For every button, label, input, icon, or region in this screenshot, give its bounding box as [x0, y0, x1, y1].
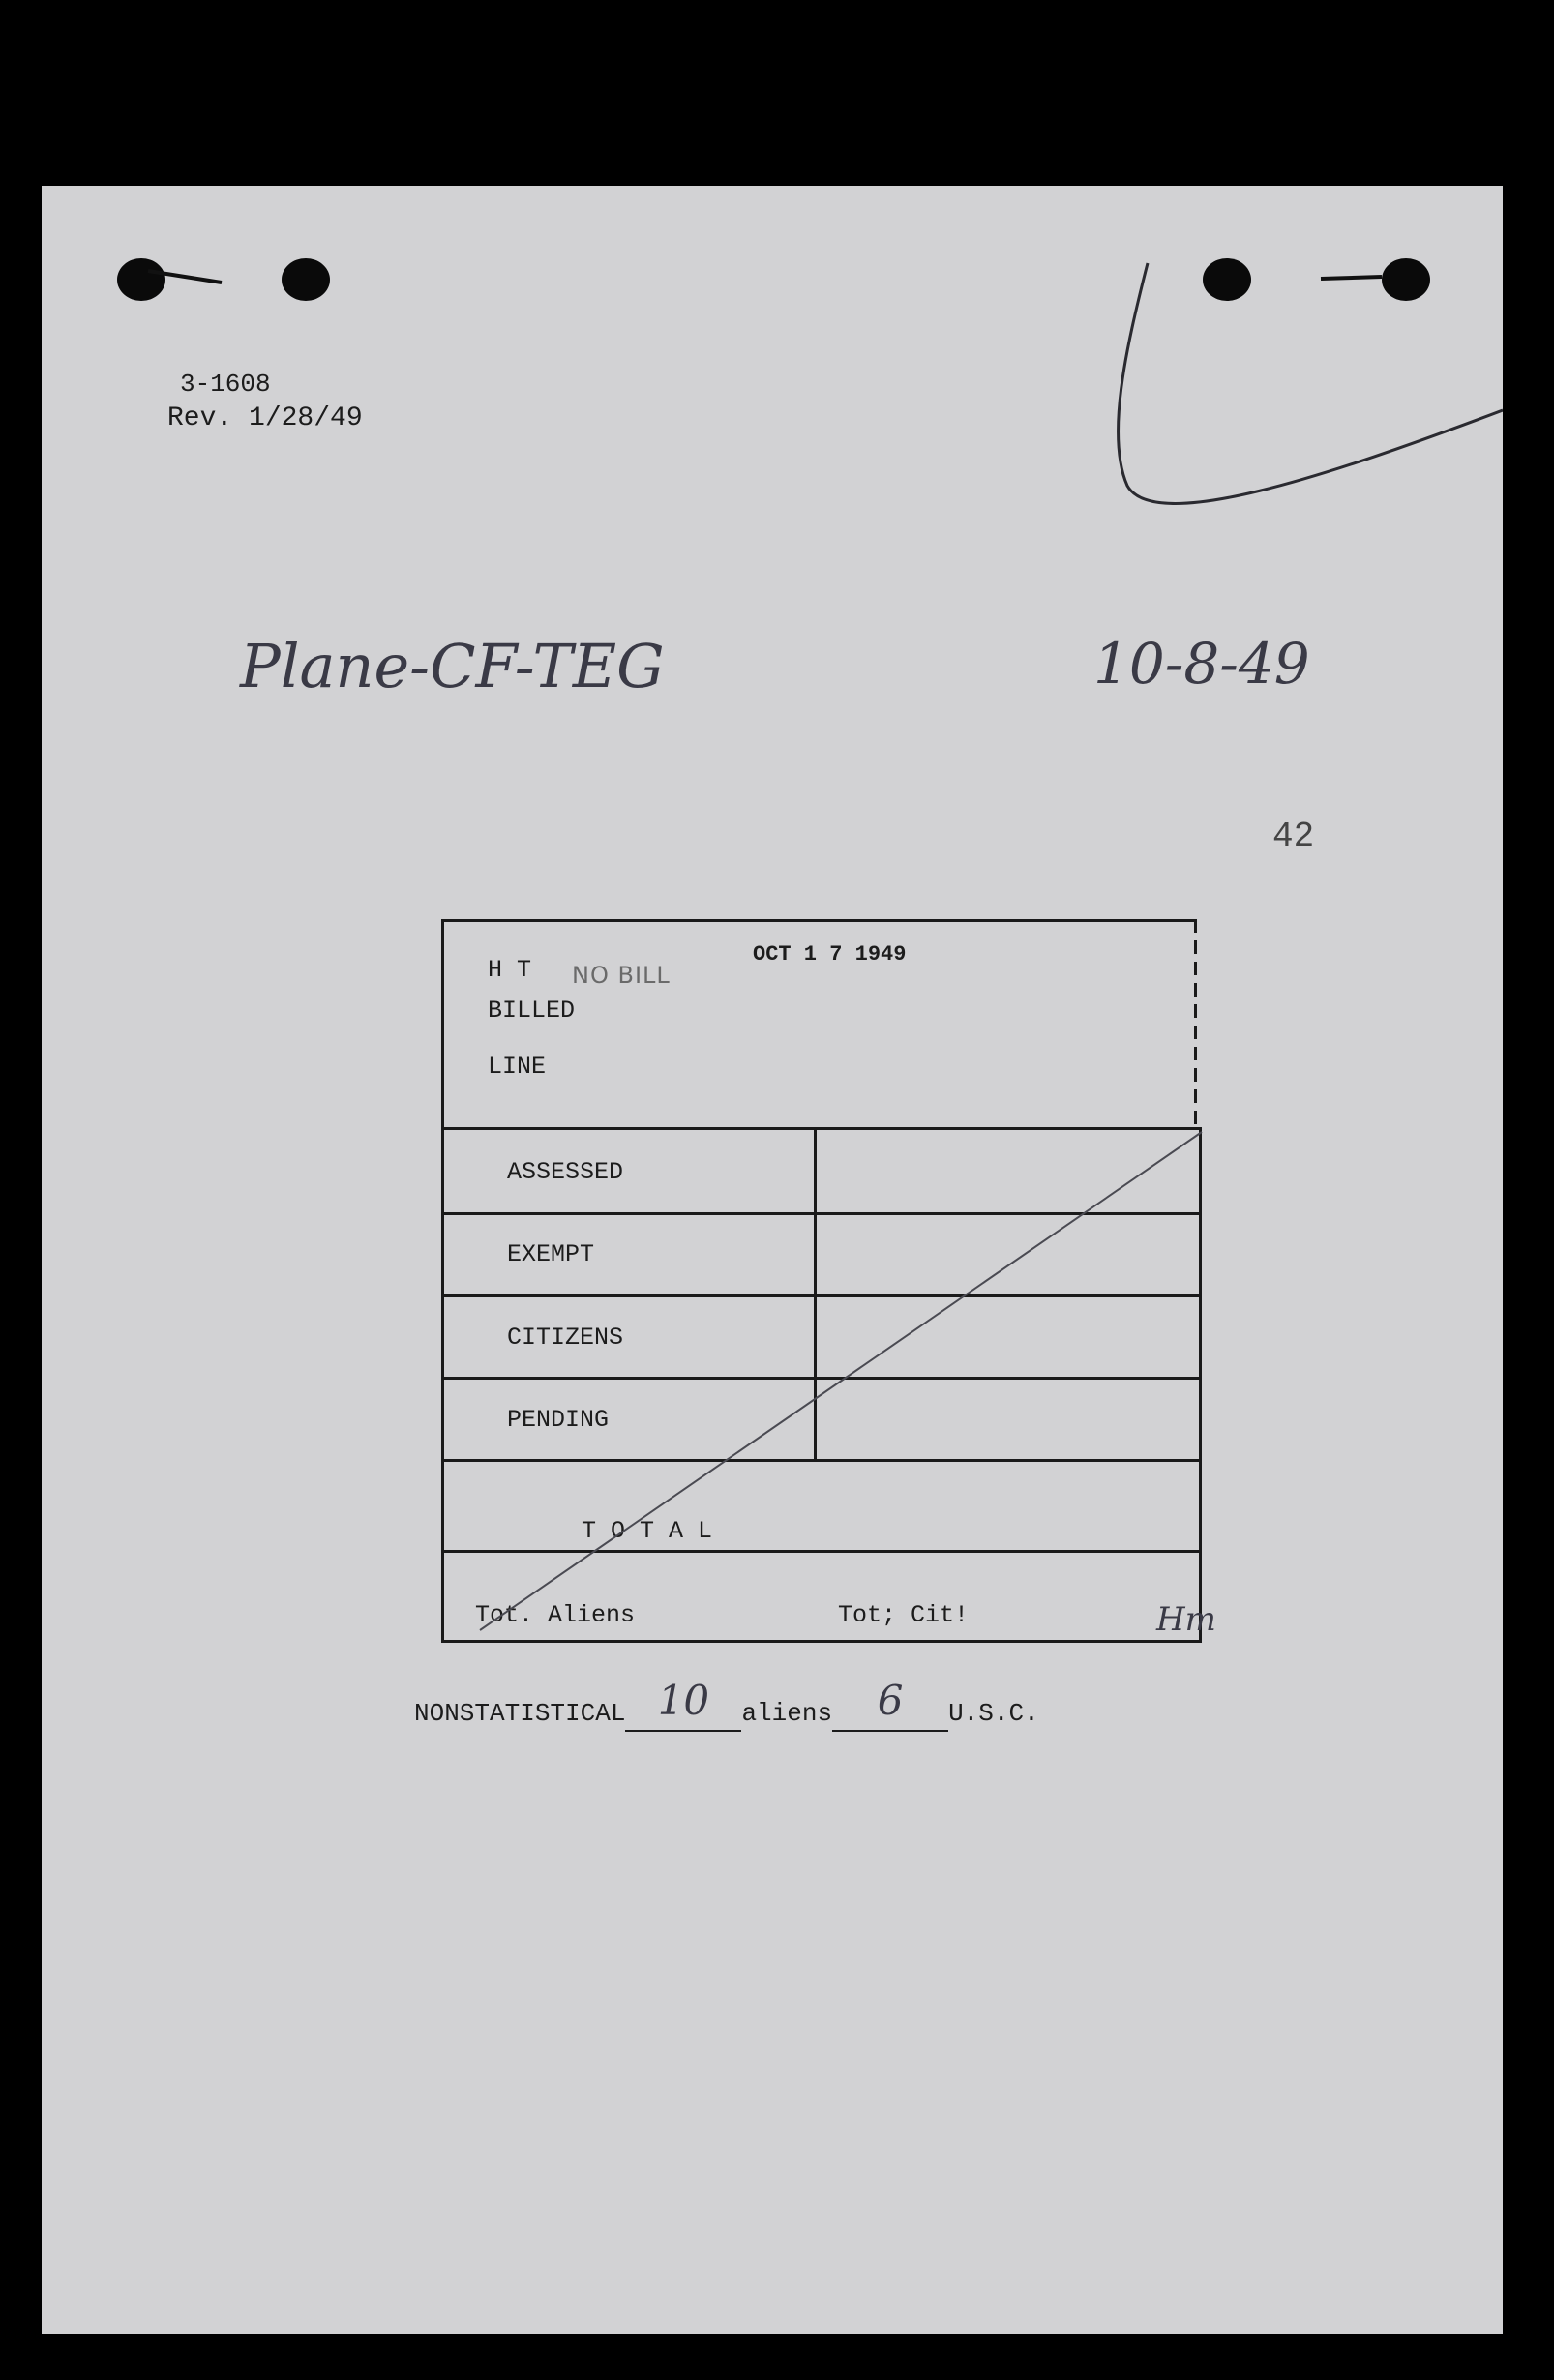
- usc-count: 6: [877, 1677, 904, 1724]
- handwritten-vessel: Plane-CF-TEG: [240, 631, 665, 701]
- diagonal-strike-line: [441, 919, 1206, 1643]
- usc-label: U.S.C.: [948, 1699, 1039, 1728]
- handwritten-initials: Hm: [1156, 1600, 1216, 1639]
- row-label-pending: PENDING: [507, 1406, 610, 1434]
- pencil-curve-mark: [42, 186, 1503, 592]
- handwritten-date: 10-8-49: [1093, 631, 1310, 697]
- aliens-count: 10: [657, 1677, 710, 1724]
- manifest-tally-form: [441, 919, 1202, 1643]
- nonstatistical-line: [414, 1677, 1039, 1732]
- document-page: [42, 186, 1503, 2334]
- tot-aliens-label: Tot. Aliens: [475, 1601, 636, 1629]
- billed-label: BILLED: [488, 997, 576, 1025]
- row-label-citizens: CITIZENS: [507, 1324, 624, 1352]
- aliens-label: aliens: [741, 1699, 833, 1728]
- received-date-stamp: OCT 1 7 1949: [753, 942, 907, 967]
- total-label: T O T A L: [582, 1517, 713, 1545]
- nonstatistical-label: NONSTATISTICAL: [414, 1699, 626, 1728]
- row-label-exempt: EXEMPT: [507, 1240, 595, 1268]
- line-label: LINE: [488, 1053, 547, 1081]
- no-bill-stamp: NO BILL: [572, 962, 671, 989]
- ht-label: H T: [488, 956, 532, 984]
- page-number: 42: [1272, 817, 1315, 856]
- form-revision: Rev. 1/28/49: [167, 403, 363, 433]
- row-label-assessed: ASSESSED: [507, 1158, 624, 1186]
- tot-cit-label: Tot; Cit!: [838, 1601, 970, 1629]
- form-number: 3-1608: [180, 370, 271, 399]
